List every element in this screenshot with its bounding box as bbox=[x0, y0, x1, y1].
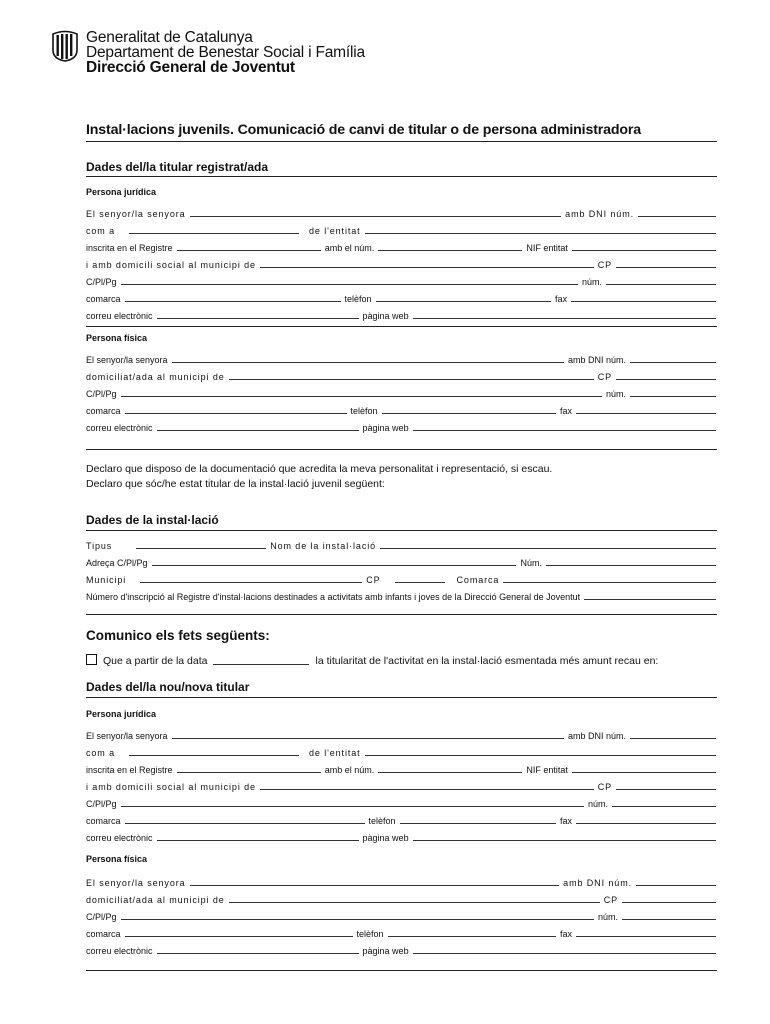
form-line bbox=[86, 369, 716, 382]
blank-field[interactable] bbox=[630, 396, 716, 397]
blank-field[interactable] bbox=[172, 362, 564, 363]
field-label: telèfon bbox=[344, 294, 372, 304]
field-label: Municipi bbox=[86, 575, 127, 585]
form-line bbox=[86, 240, 716, 253]
field-label: telèfon bbox=[350, 406, 378, 416]
form-line bbox=[86, 779, 716, 792]
field-label: Núm. bbox=[520, 558, 542, 568]
blank-field[interactable] bbox=[616, 789, 716, 790]
field-label: Comarca bbox=[456, 575, 500, 585]
form-line bbox=[86, 257, 716, 270]
form-line bbox=[86, 538, 716, 551]
section-rule bbox=[86, 449, 717, 450]
blank-field[interactable] bbox=[606, 284, 716, 285]
field-label: CP bbox=[603, 895, 618, 905]
blank-field[interactable] bbox=[129, 755, 299, 756]
field-label: telèfon bbox=[368, 816, 396, 826]
field-label: NIF entitat bbox=[526, 765, 568, 775]
blank-field[interactable] bbox=[630, 738, 716, 739]
blank-field[interactable] bbox=[190, 885, 560, 886]
field-label: pàgina web bbox=[362, 311, 409, 321]
blank-field[interactable] bbox=[572, 772, 716, 773]
blank-field[interactable] bbox=[413, 953, 716, 954]
blank-field[interactable] bbox=[616, 379, 716, 380]
form-line bbox=[86, 223, 716, 236]
section-titular-registrat-heading: Dades del/la titular registrat/ada bbox=[86, 160, 269, 174]
checkbox[interactable] bbox=[86, 654, 97, 665]
field-label: fax bbox=[554, 294, 567, 304]
generalitat-logo bbox=[50, 30, 370, 86]
blank-field[interactable] bbox=[546, 565, 716, 566]
form-line bbox=[86, 274, 716, 287]
form-line bbox=[86, 926, 716, 939]
blank-field[interactable] bbox=[129, 233, 299, 234]
blank-field[interactable] bbox=[157, 953, 359, 954]
field-label: Adreça C/Pl/Pg bbox=[86, 558, 148, 568]
form-line bbox=[86, 386, 716, 399]
field-label: de l'entitat bbox=[309, 748, 361, 758]
blank-field[interactable] bbox=[136, 548, 266, 549]
form-line bbox=[86, 830, 716, 843]
checkbox-row bbox=[86, 654, 207, 667]
blank-field[interactable] bbox=[616, 267, 716, 268]
field-label: Tipus bbox=[86, 541, 113, 551]
field-label: Que a partir de la data bbox=[103, 655, 208, 667]
field-label: amb DNI núm. bbox=[567, 731, 626, 741]
field-label: C/Pl/Pg bbox=[86, 389, 117, 399]
blank-field[interactable] bbox=[376, 301, 551, 302]
blank-field[interactable] bbox=[365, 233, 716, 234]
field-label: Número d'inscripció al Registre d'instal·lacions destinades a activitats amb infants i joves de la Direcció General de Joventut bbox=[86, 592, 581, 602]
blank-field[interactable] bbox=[400, 823, 556, 824]
field-label: domiciliat/ada al municipi de bbox=[86, 372, 225, 382]
blank-field[interactable] bbox=[638, 216, 716, 217]
blank-field[interactable] bbox=[177, 772, 321, 773]
logo-text bbox=[86, 30, 365, 75]
field-label: C/Pl/Pg bbox=[86, 799, 117, 809]
blank-field[interactable] bbox=[121, 806, 584, 807]
form-line bbox=[86, 403, 716, 416]
field-label: El senyor/la senyora bbox=[86, 355, 168, 365]
logo-line-departament: Departament de Benestar Social i Família bbox=[86, 44, 365, 61]
field-label: C/Pl/Pg bbox=[86, 277, 117, 287]
field-label: El senyor/la senyora bbox=[86, 209, 186, 219]
form-line bbox=[86, 728, 716, 741]
form-line bbox=[86, 555, 716, 568]
field-label: amb DNI núm. bbox=[565, 209, 634, 219]
persona-fisica-heading: Persona física bbox=[86, 854, 148, 864]
blank-field[interactable] bbox=[157, 840, 359, 841]
blank-field[interactable] bbox=[576, 413, 716, 414]
field-label: i amb domicili social al municipi de bbox=[86, 782, 256, 792]
field-label: comarca bbox=[86, 406, 121, 416]
persona-fisica-heading: Persona física bbox=[86, 333, 148, 343]
blank-field[interactable] bbox=[413, 430, 716, 431]
field-label: núm. bbox=[605, 389, 626, 399]
field-label: C/Pl/Pg bbox=[86, 912, 117, 922]
field-label: pàgina web bbox=[362, 946, 409, 956]
blank-field[interactable] bbox=[378, 250, 522, 251]
subsection-rule bbox=[86, 326, 717, 327]
blank-field[interactable] bbox=[260, 789, 594, 790]
field-label: CP bbox=[597, 260, 612, 270]
title-rule bbox=[86, 141, 717, 142]
logo-line-generalitat: Generalitat de Catalunya bbox=[86, 29, 253, 46]
field-label: Nom de la instal·lació bbox=[270, 541, 377, 551]
section-rule bbox=[86, 530, 717, 531]
blank-field[interactable] bbox=[190, 216, 562, 217]
persona-juridica-heading: Persona jurídica bbox=[86, 187, 157, 197]
field-label: com a bbox=[86, 748, 116, 758]
field-label: El senyor/la senyora bbox=[86, 731, 168, 741]
blank-field[interactable] bbox=[503, 582, 716, 583]
blank-field[interactable] bbox=[121, 919, 594, 920]
field-label: El senyor/la senyora bbox=[86, 878, 186, 888]
form-line bbox=[86, 745, 716, 758]
section-comunico-heading: Comunico els fets següents: bbox=[86, 628, 270, 643]
field-label: de l'entitat bbox=[309, 226, 361, 236]
form-line bbox=[86, 943, 716, 956]
section-rule bbox=[86, 176, 717, 177]
field-label: correu electrònic bbox=[86, 311, 153, 321]
field-label: núm. bbox=[597, 912, 618, 922]
blank-field[interactable] bbox=[365, 755, 716, 756]
field-label: correu electrònic bbox=[86, 423, 153, 433]
form-line bbox=[86, 813, 716, 826]
blank-field[interactable] bbox=[576, 936, 716, 937]
blank-field[interactable] bbox=[388, 936, 556, 937]
blank-field[interactable] bbox=[177, 250, 321, 251]
field-label: inscrita en el Registre bbox=[86, 243, 173, 253]
field-label: com a bbox=[86, 226, 116, 236]
form-line bbox=[86, 796, 716, 809]
section-rule bbox=[86, 614, 717, 615]
blank-field[interactable] bbox=[125, 301, 341, 302]
blank-field[interactable] bbox=[636, 885, 716, 886]
blank-field[interactable] bbox=[382, 413, 556, 414]
form-line bbox=[86, 892, 716, 905]
form-line bbox=[86, 762, 716, 775]
blank-field[interactable] bbox=[213, 664, 309, 665]
field-label: telèfon bbox=[356, 929, 384, 939]
field-label: fax bbox=[559, 406, 572, 416]
section-rule bbox=[86, 697, 717, 698]
form-line bbox=[86, 572, 716, 585]
blank-field[interactable] bbox=[622, 902, 716, 903]
form-line bbox=[86, 589, 716, 602]
field-label: comarca bbox=[86, 294, 121, 304]
field-label: CP bbox=[366, 575, 381, 585]
field-label: comarca bbox=[86, 816, 121, 826]
blank-field[interactable] bbox=[630, 362, 716, 363]
field-label: amb el núm. bbox=[324, 243, 375, 253]
blank-field[interactable] bbox=[260, 267, 594, 268]
blank-field[interactable] bbox=[229, 379, 594, 380]
field-label: la titularitat de l'activitat en la instal·lació esmentada més amunt recau en: bbox=[315, 655, 659, 667]
field-label: correu electrònic bbox=[86, 946, 153, 956]
blank-field[interactable] bbox=[380, 548, 716, 549]
field-label: NIF entitat bbox=[526, 243, 568, 253]
declaration-documentacio: Declaro que disposo de la documentació que acredita la meva personalitat i representació, si escau. bbox=[86, 463, 553, 475]
field-label: amb el núm. bbox=[324, 765, 375, 775]
field-label: CP bbox=[597, 372, 612, 382]
blank-field[interactable] bbox=[121, 284, 578, 285]
field-label: inscrita en el Registre bbox=[86, 765, 173, 775]
form-line bbox=[86, 652, 716, 667]
form-line bbox=[86, 352, 716, 365]
form-line bbox=[86, 308, 716, 321]
blank-field[interactable] bbox=[125, 936, 353, 937]
blank-field[interactable] bbox=[125, 823, 365, 824]
field-label: CP bbox=[597, 782, 612, 792]
blank-field[interactable] bbox=[576, 823, 716, 824]
blank-field[interactable] bbox=[229, 902, 600, 903]
blank-field[interactable] bbox=[395, 582, 445, 583]
field-label: i amb domicili social al municipi de bbox=[86, 260, 256, 270]
blank-field[interactable] bbox=[378, 772, 522, 773]
blank-field[interactable] bbox=[172, 738, 564, 739]
form-line bbox=[86, 875, 716, 888]
blank-field[interactable] bbox=[413, 318, 716, 319]
blank-field[interactable] bbox=[125, 413, 347, 414]
persona-juridica-heading: Persona jurídica bbox=[86, 709, 157, 719]
form-title: Instal·lacions juvenils. Comunicació de canvi de titular o de persona administradora bbox=[86, 122, 642, 138]
field-label: fax bbox=[559, 929, 572, 939]
blank-field[interactable] bbox=[584, 599, 716, 600]
blank-field[interactable] bbox=[152, 565, 517, 566]
blank-field[interactable] bbox=[571, 301, 716, 302]
field-label: domiciliat/ada al municipi de bbox=[86, 895, 225, 905]
blank-field[interactable] bbox=[622, 919, 716, 920]
field-label: comarca bbox=[86, 929, 121, 939]
section-installacio-heading: Dades de la instal·lació bbox=[86, 513, 219, 527]
blank-field[interactable] bbox=[157, 318, 359, 319]
field-label: amb DNI núm. bbox=[567, 355, 626, 365]
blank-field[interactable] bbox=[413, 840, 716, 841]
field-label: fax bbox=[559, 816, 572, 826]
section-rule bbox=[86, 970, 717, 971]
blank-field[interactable] bbox=[121, 396, 602, 397]
section-nou-titular-heading: Dades del/la nou/nova titular bbox=[86, 680, 250, 694]
declaration-titular: Declaro que sóc/he estat titular de la instal·lació juvenil següent: bbox=[86, 478, 385, 490]
blank-field[interactable] bbox=[572, 250, 716, 251]
field-label: correu electrònic bbox=[86, 833, 153, 843]
blank-field[interactable] bbox=[612, 806, 716, 807]
field-label: núm. bbox=[587, 799, 608, 809]
form-line bbox=[86, 420, 716, 433]
blank-field[interactable] bbox=[140, 582, 362, 583]
field-label: pàgina web bbox=[362, 833, 409, 843]
generalitat-emblem-icon bbox=[50, 30, 80, 62]
field-label: amb DNI núm. bbox=[563, 878, 632, 888]
field-label: pàgina web bbox=[362, 423, 409, 433]
form-line bbox=[86, 909, 716, 922]
form-line bbox=[86, 206, 716, 219]
form-line bbox=[86, 291, 716, 304]
blank-field[interactable] bbox=[157, 430, 359, 431]
logo-line-direccio: Direcció General de Joventut bbox=[86, 59, 295, 76]
field-label: núm. bbox=[581, 277, 602, 287]
